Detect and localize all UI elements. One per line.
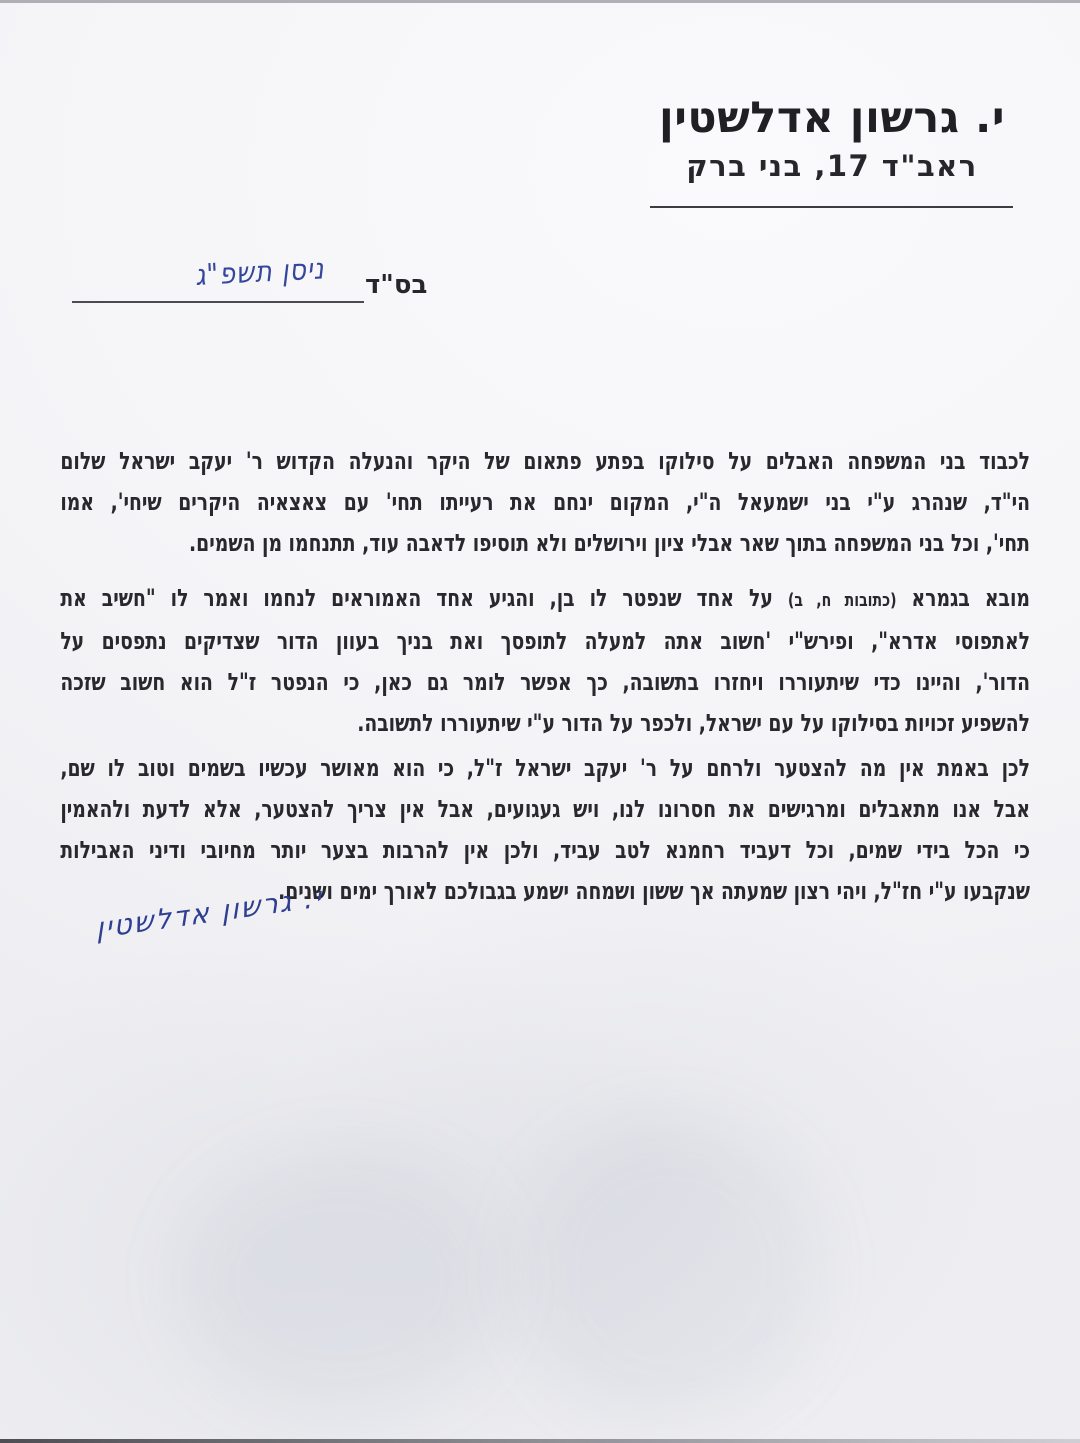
letterhead-address: ראב"ד 17, בני ברק — [686, 148, 978, 183]
handwritten-date: ניסן תשפ"ג — [194, 251, 326, 292]
paper-shadow — [180, 1150, 500, 1410]
body-line: תחי', וכל בני המשפחה בתוך שאר אבלי ציון וירושלים ולא תוסיפו לדאבה עוד, תתנחמו מן השמים. — [189, 529, 1030, 557]
date-rule — [72, 301, 364, 303]
letterhead-rule — [650, 206, 1013, 208]
body-line: כי הכל בידי שמים, וכל דעביד רחמנא לטב עביד, ולכן אין להרבות בצער יותר מחיובי ודיני האבילות — [60, 836, 1030, 864]
paragraph-1 — [60, 441, 1030, 564]
body-line: הי"ד, שנהרג ע"י בני ישמעאל ה"י, המקום ינחם את רעייתו תחי' עם צאצאיה היקרים שיחי', אמו — [60, 488, 1030, 516]
body-line: הדור', והיינו כדי שיתעוררו ויחזרו בתשובה, כך אפשר לומר גם כאן, כי הנפטר ז"ל הוא חשוב שזכה — [60, 668, 1030, 696]
letterhead-name: י. גרשון אדלשטין — [659, 93, 1005, 143]
body-line: להשפיע זכויות בסילוקו על עם ישראל, ולכפר על הדור ע"י שיתעוררו לתשובה. — [357, 709, 1030, 737]
body-text: על אחד שנפטר לו בן, והגיע אחד האמוראים לנחמו ואמר לו "חשיב את — [60, 584, 788, 612]
scan-edge-bottom — [0, 1439, 1080, 1443]
paragraph-2 — [60, 578, 1030, 744]
paragraph-3 — [60, 748, 1030, 912]
bsd-label: בס"ד — [365, 270, 428, 300]
scan-edge-top — [0, 0, 1080, 3]
body-line: אבל אנו מתאבלים ומרגישים את חסרונו לנו, ויש געגועים, אבל אין צריך להצטער, אלא לדעת ולהאמין — [60, 795, 1030, 823]
handwritten-signature: י. גרשון אדלשטין — [95, 880, 324, 946]
body-line: לכן באמת אין מה להצטער ולרחם על ר' יעקב ישראל ז"ל, כי הוא מאושר עכשיו בשמים וטוב לו שם, — [60, 754, 1030, 782]
body-line: לאתפוסי אדרא", ופירש"י 'חשוב אתה למעלה לתופסך ואת בניך בעוון הדור שצדיקים נתפסים על — [60, 627, 1030, 655]
body-line: שנקבעו ע"י חז"ל, ויהי רצון שמעתה אך ששון ושמחה ישמע בגבולכם לאורך ימים ושנים. — [278, 877, 1030, 905]
body-line — [60, 578, 1030, 621]
body-text: מובא בגמרא — [896, 584, 1030, 612]
letter-body — [60, 441, 1030, 912]
paper-shadow — [520, 1120, 820, 1420]
letterhead — [646, 92, 1018, 183]
talmud-citation: (כתובות ח, ב) — [787, 590, 897, 611]
body-line: לכבוד בני המשפחה האבלים על סילוקו בפתע פתאום של היקר והנעלה הקדוש ר' יעקב ישראל שלום — [60, 447, 1030, 475]
